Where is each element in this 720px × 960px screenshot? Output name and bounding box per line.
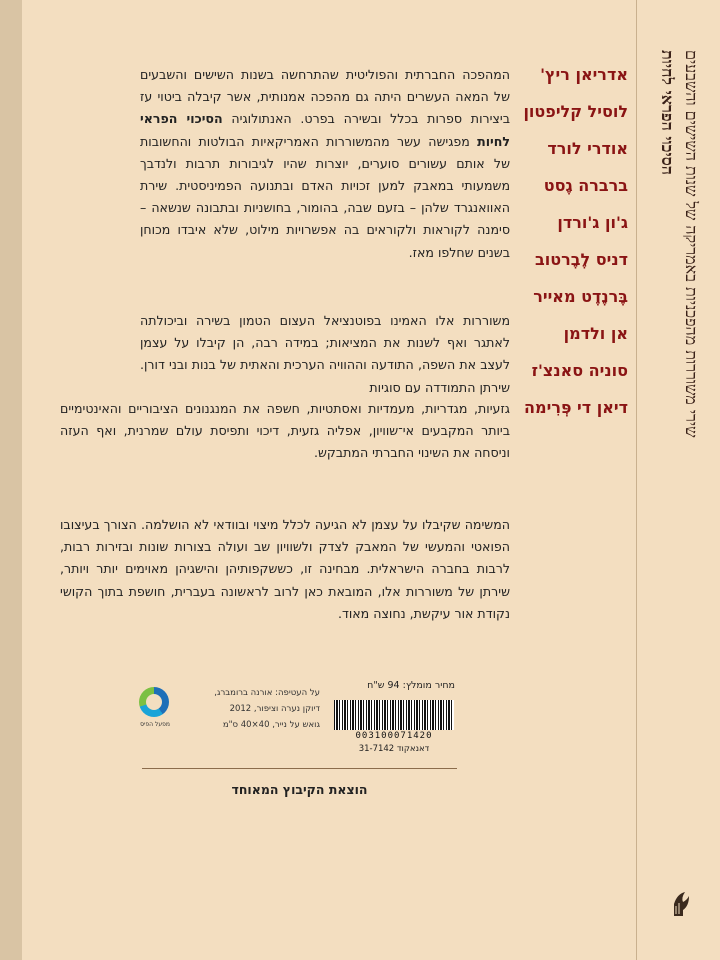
- mifal-hapais-logo: [135, 683, 175, 743]
- poet-name: בֶּרנֶדֶט מאייר: [533, 287, 628, 306]
- poet-name: אדריאן ריץ': [540, 65, 628, 84]
- poet-name: סוניה סאנצ'ז: [531, 361, 628, 380]
- blurb-paragraph-2a: משוררות אלו האמינו בפוטנציאל העצום הטמון בשירה וביכולתה לאתגר ואף לשנות את המציאות; במידה רבה, הן קיבלו על עצמן לעצב את השפה, התודעה וההוויה הערכית והאתית של בנות ובני דורן. שירתן התמודדה עם סוגיות: [140, 313, 510, 395]
- spine-title: הסיכוי הפראי לחיות: [658, 50, 677, 175]
- logo-caption: מפעל הפיס: [140, 721, 170, 728]
- blurb-text: המהפכה החברתית והפוליטית שהתרחשה בשנות השישים והשבעים של המאה העשרים היתה גם מהפכה אמנותית, אשר קיבלה ביטוי עז ביצירות ספרות בכלל ובשירה בפרט. האנתולוגיה: [140, 67, 510, 127]
- blurb-paragraph-2b: גזעיות, מגדריות, מעמדיות ואסתטיות, חשפה את המנגנונים הציבוריים והאינטימיים ביותר המקבעים אי־שוויון, אפליה גזעית, דיכוי ותפיסת עולם שמרנית, ואף העזה וניסחה את השינוי החברתי המתבקש.: [60, 401, 510, 461]
- dnacode-label: דאנאקוד 31-7142: [358, 744, 430, 754]
- poet-name: ג'ון ג'ורדן: [557, 213, 628, 232]
- spine-subtitle: שירי משוררות מהפכניות באמריקה של שנות השישים והשבעים: [682, 50, 701, 438]
- left-edge-strip: [0, 0, 22, 960]
- book-spine: [640, 0, 720, 960]
- poet-name: לוסיל קליפטון: [523, 102, 628, 121]
- credit-line: על העטיפה: אורנה ברומברג,: [214, 688, 320, 698]
- poet-name: אן ולדמן: [563, 324, 628, 343]
- anthology-title-highlight: הסיכוי הפראי לחיות: [140, 111, 510, 149]
- barcode-icon: [334, 700, 454, 730]
- credit-line: גואש על נייר, 40×40 ס"מ: [222, 720, 320, 730]
- poet-name: ברברה גֶסט: [543, 176, 628, 195]
- poet-name: דניס לֶבֶרטוב: [535, 250, 628, 269]
- price-label: מחיר מומלץ: 94 ש"ח: [367, 680, 455, 691]
- poet-name: דיאן די פְּרִימה: [524, 398, 628, 417]
- publisher-name: הוצאת הקיבוץ המאוחד: [231, 782, 368, 797]
- credit-line: דיוקן נערה וציפור, 2012: [229, 704, 320, 714]
- publisher-emblem-icon: [671, 890, 691, 918]
- blurb-text: מפגישה עשר מהמשוררות האמריקאיות הבולטות והחשובות של אותם עשורים סוערים, יוצרות שהיו לגיבורות תרבות ולנדבך משמעותי במאבק למען זכויות האדם ובתנועה הפמיניסטית. שירת האוואנגרד שלהן – בזעם שבה, בהומור, בחושניות ובתבונה שנשאה – סימנה לקוראות ולקוראים בה אפשרויות מילוט, שלא איבדו מכוחן בשנים שחלפו מאז.: [140, 133, 510, 260]
- spine-divider: [636, 0, 637, 960]
- barcode-number: 003100071420: [355, 731, 433, 741]
- cover-credits: [170, 685, 320, 733]
- blurb-paragraph-3: המשימה שקיבלו על עצמן לא הגיעה לכלל מיצוי ובוודאי לא הושלמה. הצורך בעיצובו הפואטי והמעשי של המאבק לצדק ולשוויון שב ועולה בצורות שונות ובזירות רבות, לרבות בחברה הישראלית. מבחינה זו, כששקפותיהן והישגיהן מאוימים יותר ויותר, שירתן של משוררות אלו, המובאת כאן לרוב לראשונה בעברית, חושפת בתוך הקושי נקודת אור עיקשת, נחוצה מאוד.: [60, 517, 510, 621]
- blurb-paragraph-1: [140, 64, 510, 264]
- poet-name: אודרי לורד: [547, 139, 628, 158]
- poet-list: [518, 56, 628, 426]
- divider: [142, 768, 457, 769]
